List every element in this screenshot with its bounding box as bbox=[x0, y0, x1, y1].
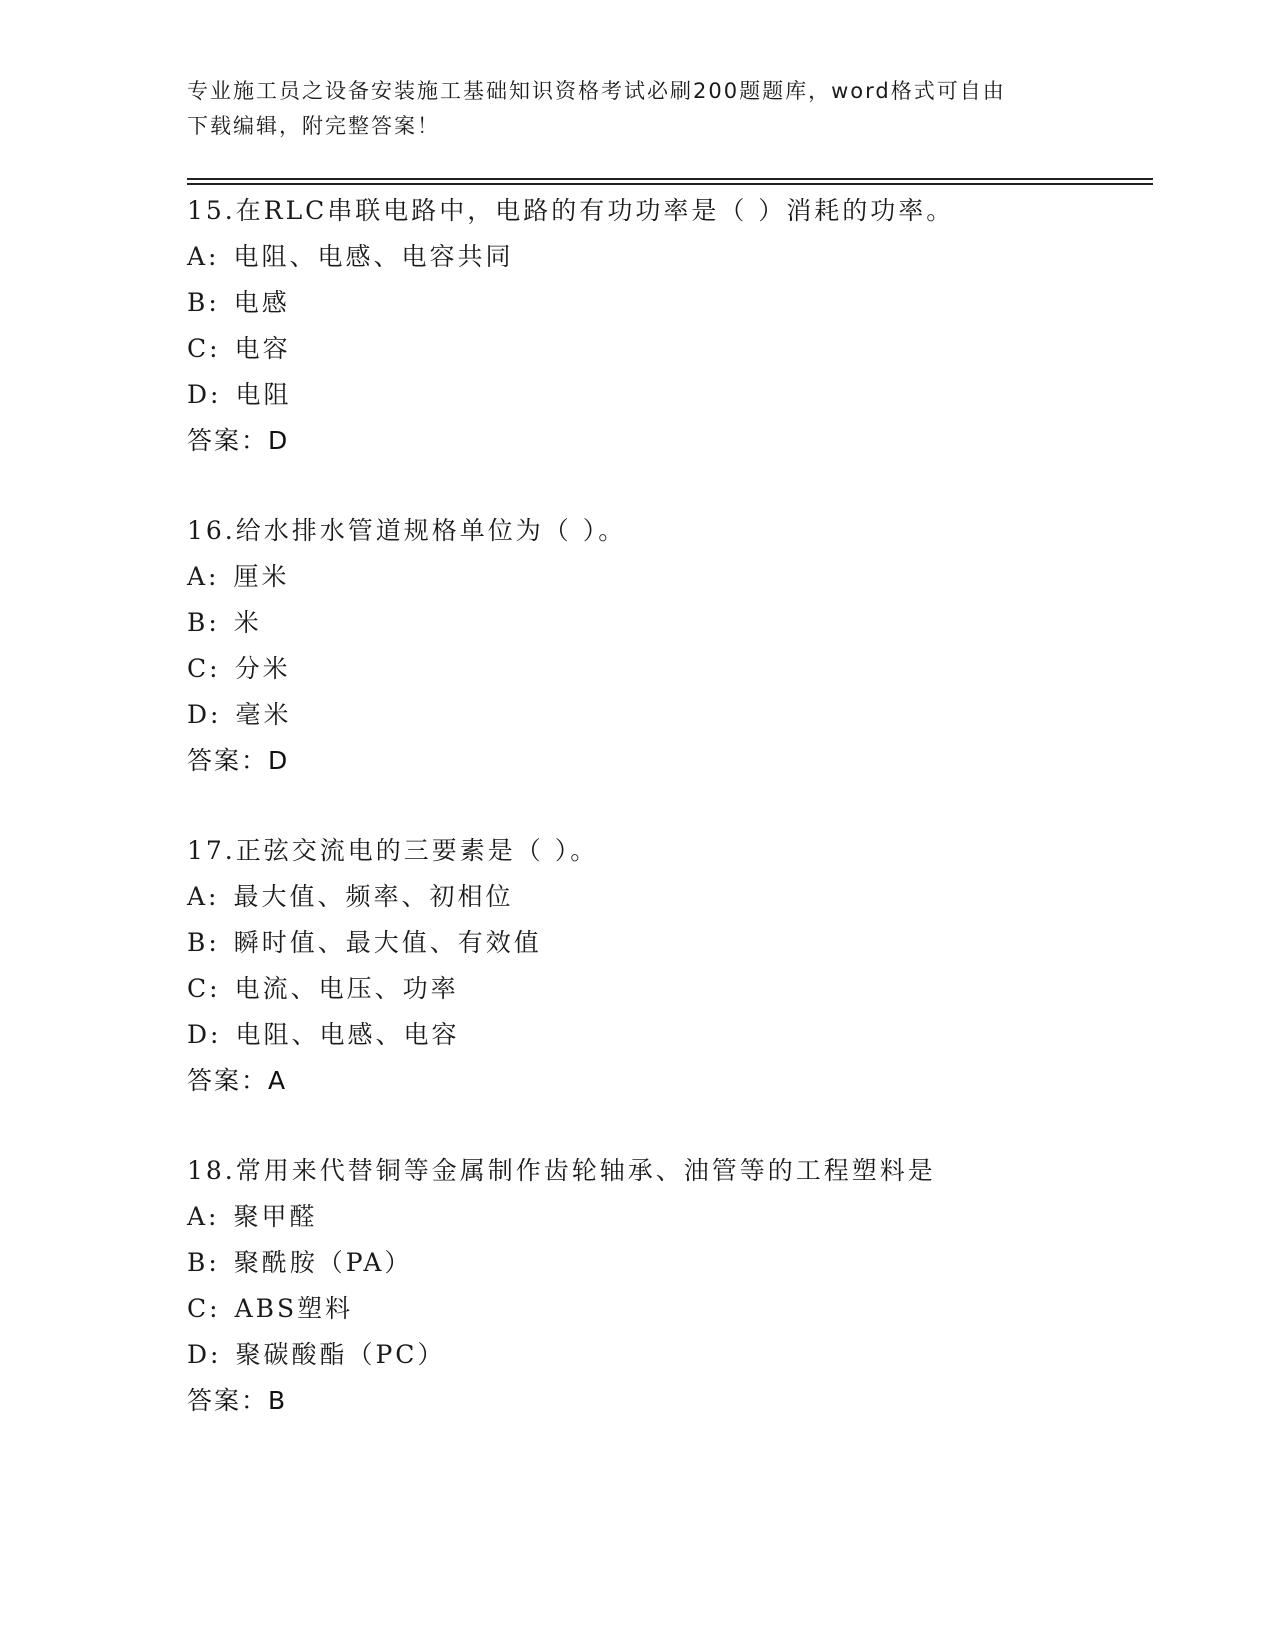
option-letter: A: bbox=[187, 242, 220, 271]
option-text: 电容 bbox=[234, 334, 291, 363]
question-16 bbox=[187, 508, 1153, 784]
option-text: 聚碳酸酯（PC） bbox=[235, 1340, 446, 1369]
question-stem: 16.给水排水管道规格单位为（ ）。 bbox=[187, 516, 627, 545]
option-letter: D: bbox=[187, 380, 222, 409]
option-d bbox=[187, 692, 1153, 738]
option-text: 分米 bbox=[234, 654, 291, 683]
option-letter: C: bbox=[187, 334, 221, 363]
option-text: 米 bbox=[233, 608, 262, 637]
document-header bbox=[187, 74, 1077, 144]
option-letter: C: bbox=[187, 1294, 221, 1323]
question-stem: 15.在RLC串联电路中，电路的有功功率是（ ）消耗的功率。 bbox=[187, 196, 955, 225]
answer-line: 答案：B bbox=[187, 1386, 288, 1415]
option-text: 电阻、电感、电容共同 bbox=[233, 242, 514, 271]
question-15 bbox=[187, 188, 1153, 464]
option-text: 厘米 bbox=[233, 562, 290, 591]
option-text: 聚酰胺（PA） bbox=[233, 1248, 413, 1277]
option-letter: B: bbox=[187, 928, 220, 957]
header-line-1: 专业施工员之设备安装施工基础知识资格考试必刷200题题库，word格式可自由 bbox=[187, 79, 1006, 103]
option-text: 瞬时值、最大值、有效值 bbox=[233, 928, 542, 957]
option-letter: B: bbox=[187, 288, 220, 317]
header-divider-top bbox=[187, 178, 1153, 180]
option-a bbox=[187, 234, 1153, 280]
option-c bbox=[187, 1286, 1153, 1332]
question-17 bbox=[187, 828, 1153, 1104]
option-d bbox=[187, 372, 1153, 418]
option-d bbox=[187, 1012, 1153, 1058]
option-letter: A: bbox=[187, 562, 220, 591]
option-text: ABS塑料 bbox=[234, 1294, 354, 1323]
option-a bbox=[187, 874, 1153, 920]
option-letter: C: bbox=[187, 974, 221, 1003]
option-b bbox=[187, 600, 1153, 646]
option-text: 电阻、电感、电容 bbox=[235, 1020, 460, 1049]
option-letter: B: bbox=[187, 1248, 220, 1277]
answer-line: 答案：A bbox=[187, 1066, 288, 1095]
question-stem: 17.正弦交流电的三要素是（ ）。 bbox=[187, 836, 599, 865]
option-letter: D: bbox=[187, 1020, 222, 1049]
option-a bbox=[187, 554, 1153, 600]
option-d bbox=[187, 1332, 1153, 1378]
option-letter: A: bbox=[187, 882, 220, 911]
option-text: 电流、电压、功率 bbox=[234, 974, 459, 1003]
question-stem: 18.常用来代替铜等金属制作齿轮轴承、油管等的工程塑料是 bbox=[187, 1156, 936, 1185]
option-letter: D: bbox=[187, 700, 222, 729]
header-divider-bottom bbox=[187, 183, 1153, 185]
option-text: 最大值、频率、初相位 bbox=[233, 882, 514, 911]
option-b bbox=[187, 1240, 1153, 1286]
option-b bbox=[187, 280, 1153, 326]
option-c bbox=[187, 966, 1153, 1012]
option-letter: B: bbox=[187, 608, 220, 637]
option-c bbox=[187, 326, 1153, 372]
option-c bbox=[187, 646, 1153, 692]
option-text: 毫米 bbox=[235, 700, 292, 729]
header-line-2: 下载编辑，附完整答案！ bbox=[187, 114, 440, 138]
option-text: 聚甲醛 bbox=[233, 1202, 318, 1231]
option-text: 电感 bbox=[233, 288, 290, 317]
question-18 bbox=[187, 1148, 1153, 1424]
option-letter: A: bbox=[187, 1202, 220, 1231]
option-text: 电阻 bbox=[235, 380, 292, 409]
option-letter: D: bbox=[187, 1340, 222, 1369]
option-b bbox=[187, 920, 1153, 966]
option-letter: C: bbox=[187, 654, 221, 683]
answer-line: 答案：D bbox=[187, 426, 290, 455]
option-a bbox=[187, 1194, 1153, 1240]
answer-line: 答案：D bbox=[187, 746, 290, 775]
